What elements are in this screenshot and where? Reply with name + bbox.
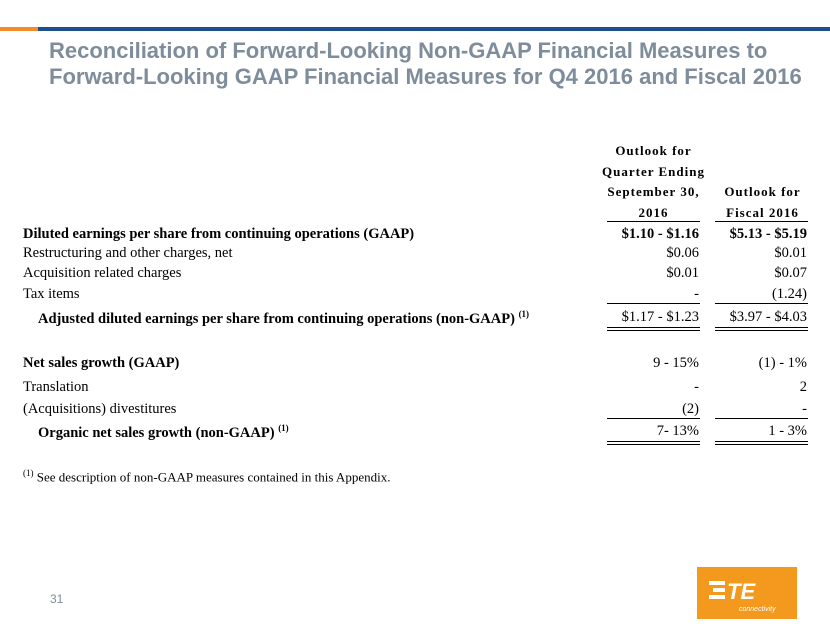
organic-double-rule-col2-a: [715, 441, 808, 442]
col2-header-line2: Fiscal 2016: [726, 205, 799, 220]
row-fy-net-sales-growth: (1) - 1%: [758, 355, 807, 371]
subtotal-rule-col1: [607, 303, 700, 304]
logo-sub-text: connectivity: [739, 606, 776, 613]
subtotal-rule-col2: [715, 303, 808, 304]
footnote-text: See description of non-GAAP measures contained in this Appendix.: [33, 469, 391, 485]
row-label-adjusted-eps: [38, 309, 529, 328]
footnote-marker: (1): [23, 468, 34, 478]
total-double-rule-col1-a: [607, 327, 700, 328]
footnote: [23, 468, 390, 485]
header-accent-bar-orange: [0, 27, 38, 31]
sales-subtotal-rule-col1: [607, 418, 700, 419]
organic-double-rule-col2-b: [715, 444, 808, 445]
sales-subtotal-rule-col2: [715, 418, 808, 419]
page-title: Reconciliation of Forward-Looking Non-GAAP Financial Measures to Forward-Looking GAAP Financial Measures for Q4 2016 and Fiscal 2016: [49, 38, 802, 89]
organic-double-rule-col1-b: [607, 444, 700, 445]
total-double-rule-col2-b: [715, 330, 808, 331]
total-double-rule-col1-b: [607, 330, 700, 331]
adjusted-eps-label-text: Adjusted diluted earnings per share from continuing operations (non-GAAP): [38, 310, 515, 327]
row-q4-restructuring: $0.06: [666, 245, 699, 261]
row-fy-translation: 2: [799, 379, 807, 395]
organic-growth-footnote-marker: (1): [278, 423, 289, 433]
row-q4-acquisition-charges: $0.01: [666, 265, 699, 281]
row-q4-adjusted-eps: $1.17 - $1.23: [621, 309, 699, 325]
organic-double-rule-col1-a: [607, 441, 700, 442]
row-q4-acquisitions-divestitures: (2): [682, 401, 699, 417]
col2-header-underline: [715, 221, 808, 222]
row-label-translation: Translation: [23, 379, 89, 395]
col2-header-line1: Outlook for: [724, 184, 801, 199]
row-fy-acquisition-charges: $0.07: [774, 265, 807, 281]
row-fy-tax-items: (1.24): [771, 286, 807, 302]
adjusted-eps-footnote-marker: (1): [518, 309, 530, 319]
row-label-diluted-eps-gaap: Diluted earnings per share from continuing operations (GAAP): [23, 226, 415, 242]
row-q4-tax-items: -: [694, 286, 699, 302]
row-q4-organic-growth: 7- 13%: [656, 423, 699, 439]
row-q4-net-sales-growth: 9 - 15%: [653, 355, 699, 371]
row-fy-diluted-eps-gaap: $5.13 - $5.19: [729, 226, 807, 242]
row-label-acquisition-charges: Acquisition related charges: [23, 265, 182, 281]
col1-header-line3: September 30,: [607, 184, 700, 199]
row-fy-adjusted-eps: $3.97 - $4.03: [729, 309, 807, 325]
te-logo-mark-icon: [697, 567, 797, 619]
logo-mark-text: TE: [727, 579, 756, 604]
col1-header-line2: Quarter Ending: [602, 164, 705, 179]
total-double-rule-col2-a: [715, 327, 808, 328]
row-label-acquisitions-divestitures: (Acquisitions) divestitures: [23, 401, 177, 417]
row-fy-acquisitions-divestitures: -: [802, 401, 807, 417]
te-connectivity-logo: [697, 567, 797, 619]
row-q4-diluted-eps-gaap: $1.10 - $1.16: [621, 226, 699, 242]
row-label-restructuring: Restructuring and other charges, net: [23, 245, 233, 261]
row-label-organic-growth: [38, 423, 289, 442]
col1-header-line1: Outlook for: [615, 143, 692, 158]
row-q4-translation: -: [694, 379, 699, 395]
row-fy-organic-growth: 1 - 3%: [768, 423, 807, 439]
col1-header-underline: [607, 221, 700, 222]
row-label-tax-items: Tax items: [23, 286, 80, 302]
page-number: 31: [50, 592, 64, 606]
col1-header-line4: 2016: [638, 205, 669, 220]
organic-growth-label-text: Organic net sales growth (non-GAAP): [38, 424, 275, 441]
row-fy-restructuring: $0.01: [774, 245, 807, 261]
header-accent-bar-blue: [38, 27, 830, 31]
row-label-net-sales-growth: Net sales growth (GAAP): [23, 355, 180, 371]
